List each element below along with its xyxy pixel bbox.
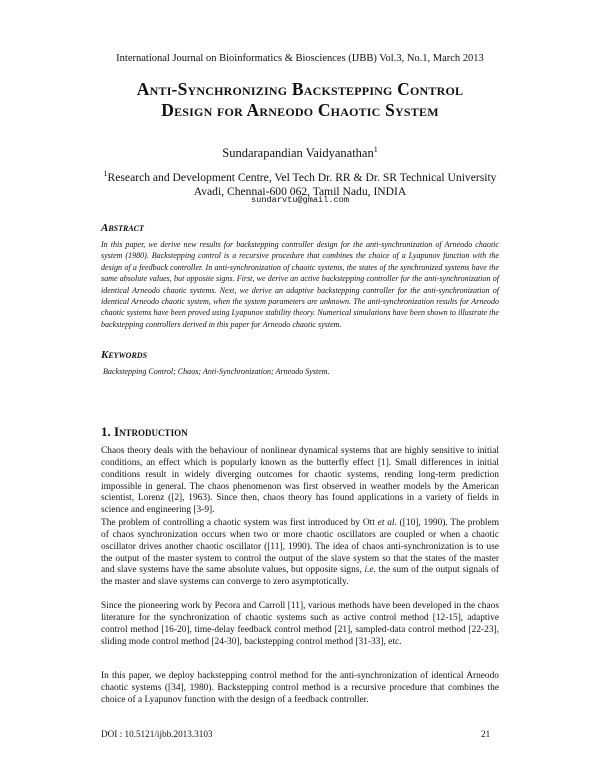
affiliation-mark: 1 <box>103 169 108 178</box>
title-line-1: Anti-Synchronizing Backstepping Control <box>136 79 464 99</box>
affiliation-line-2: Avadi, Chennai-600 062, Tamil Nadu, INDIA <box>193 184 407 198</box>
journal-header: International Journal on Bioinformatics & Biosciences (IJBB) Vol.3, No.1, March 2013 <box>116 53 484 64</box>
intro-paragraph-4: In this paper, we deploy backstepping control method for the anti-synchronization of identical Arneodo chaotic systems ([34], 1980). Backstepping control method is a recursive procedure that combines the choice of a Lyapunov function with the design of a feedback controller. <box>101 671 499 705</box>
intro-paragraph-2 <box>101 518 499 589</box>
abstract-text: In this paper, we derive new results for backstepping controller design for the anti-synchronization of Arneodo chaotic system (1980). Backstepping control is a recursive procedure that combines the choice of a Lyapunov function with the design of a feedback controller. In anti-synchronization of chaotic systems, the states of the synchronized systems have the same absolute values, but opposite signs. First, we derive an active backstepping controller for the anti-synchronization of identical Arneodo chaotic systems. Next, we derive an adaptive backstepping controller for the anti-synchronization of identical Arneodo chaotic system, when the system parameters are unknown. The anti-synchronization results for Arneodo chaotic systems have been proved using Lyapunov stability theory. Numerical simulations have been shown to illustrate the backstepping controllers derived in this paper for Arneodo chaotic system. <box>101 240 499 329</box>
intro-p2-ie: i.e. <box>364 565 376 576</box>
affiliation-text-1: Research and Development Centre, Vel Tech Dr. RR & Dr. SR Technical University <box>107 170 497 184</box>
author-email: sundarvtu@gmail.com <box>251 195 349 205</box>
intro-paragraph-1: Chaos theory deals with the behaviour of nonlinear dynamical systems that are highly sensitive to initial conditions, an effect which is popularly known as the butterfly effect [1]. Small differences in initial conditions result in widely diverging outcomes for chaotic systems, rending long-term prediction impossible in general. The chaos phenomenon was first observed in weather models by the American scientist, Lorenz ([2], 1963). Since then, chaos theory has found applications in a variety of fields in science and engineering [3-9]. <box>101 446 499 516</box>
abstract-heading: Abstract <box>101 222 144 234</box>
intro-p2-part-a: The problem of controlling a chaotic system was first introduced by Ott <box>101 518 378 528</box>
author-name: Sundarapandian Vaidyanathan <box>222 146 374 161</box>
keywords-text: Backstepping Control; Chaos; Anti-Synchronization; Arneodo System. <box>103 367 330 376</box>
section-heading-introduction: 1. Introduction <box>101 424 188 439</box>
affiliation-line-1 <box>0 167 600 185</box>
intro-paragraph-3: Since the pioneering work by Pecora and Carroll [11], various methods have been developed in the chaos literature for the synchronization of chaotic systems such as active control method [12-15], adaptive control method [16-20], time-delay feedback control method [21], sampled-data control method [22-23], sliding mode control method [24-30], backstepping control method [31-33], etc. <box>101 601 499 647</box>
title-line-2: Design for Arneodo Chaotic System <box>161 100 439 120</box>
author <box>0 145 600 161</box>
intro-p2-part-c: the sum of the output signals of the master and slave systems can converge to zero asymptotically. <box>101 565 499 588</box>
footer-doi: DOI : 10.5121/ijbb.2013.3103 <box>101 729 213 739</box>
intro-p2-et-al: et al. <box>377 518 397 528</box>
keywords-heading: Keywords <box>101 349 148 361</box>
author-affiliation-mark: 1 <box>373 145 378 154</box>
page-number: 21 <box>481 729 491 739</box>
paper-title <box>0 79 600 121</box>
intro-p2-part-b: ([10], 1990). The problem of chaos synchronization occurs when two or more chaotic oscillators are coupled or when a chaotic oscillator drives another chaotic oscillator ([11], 1990). The idea of chaos anti-synchronization is to use the output of the master system to control the output of the slave system so that the states of the master and slave systems have the same absolute values, but opposite signs, <box>101 518 499 576</box>
